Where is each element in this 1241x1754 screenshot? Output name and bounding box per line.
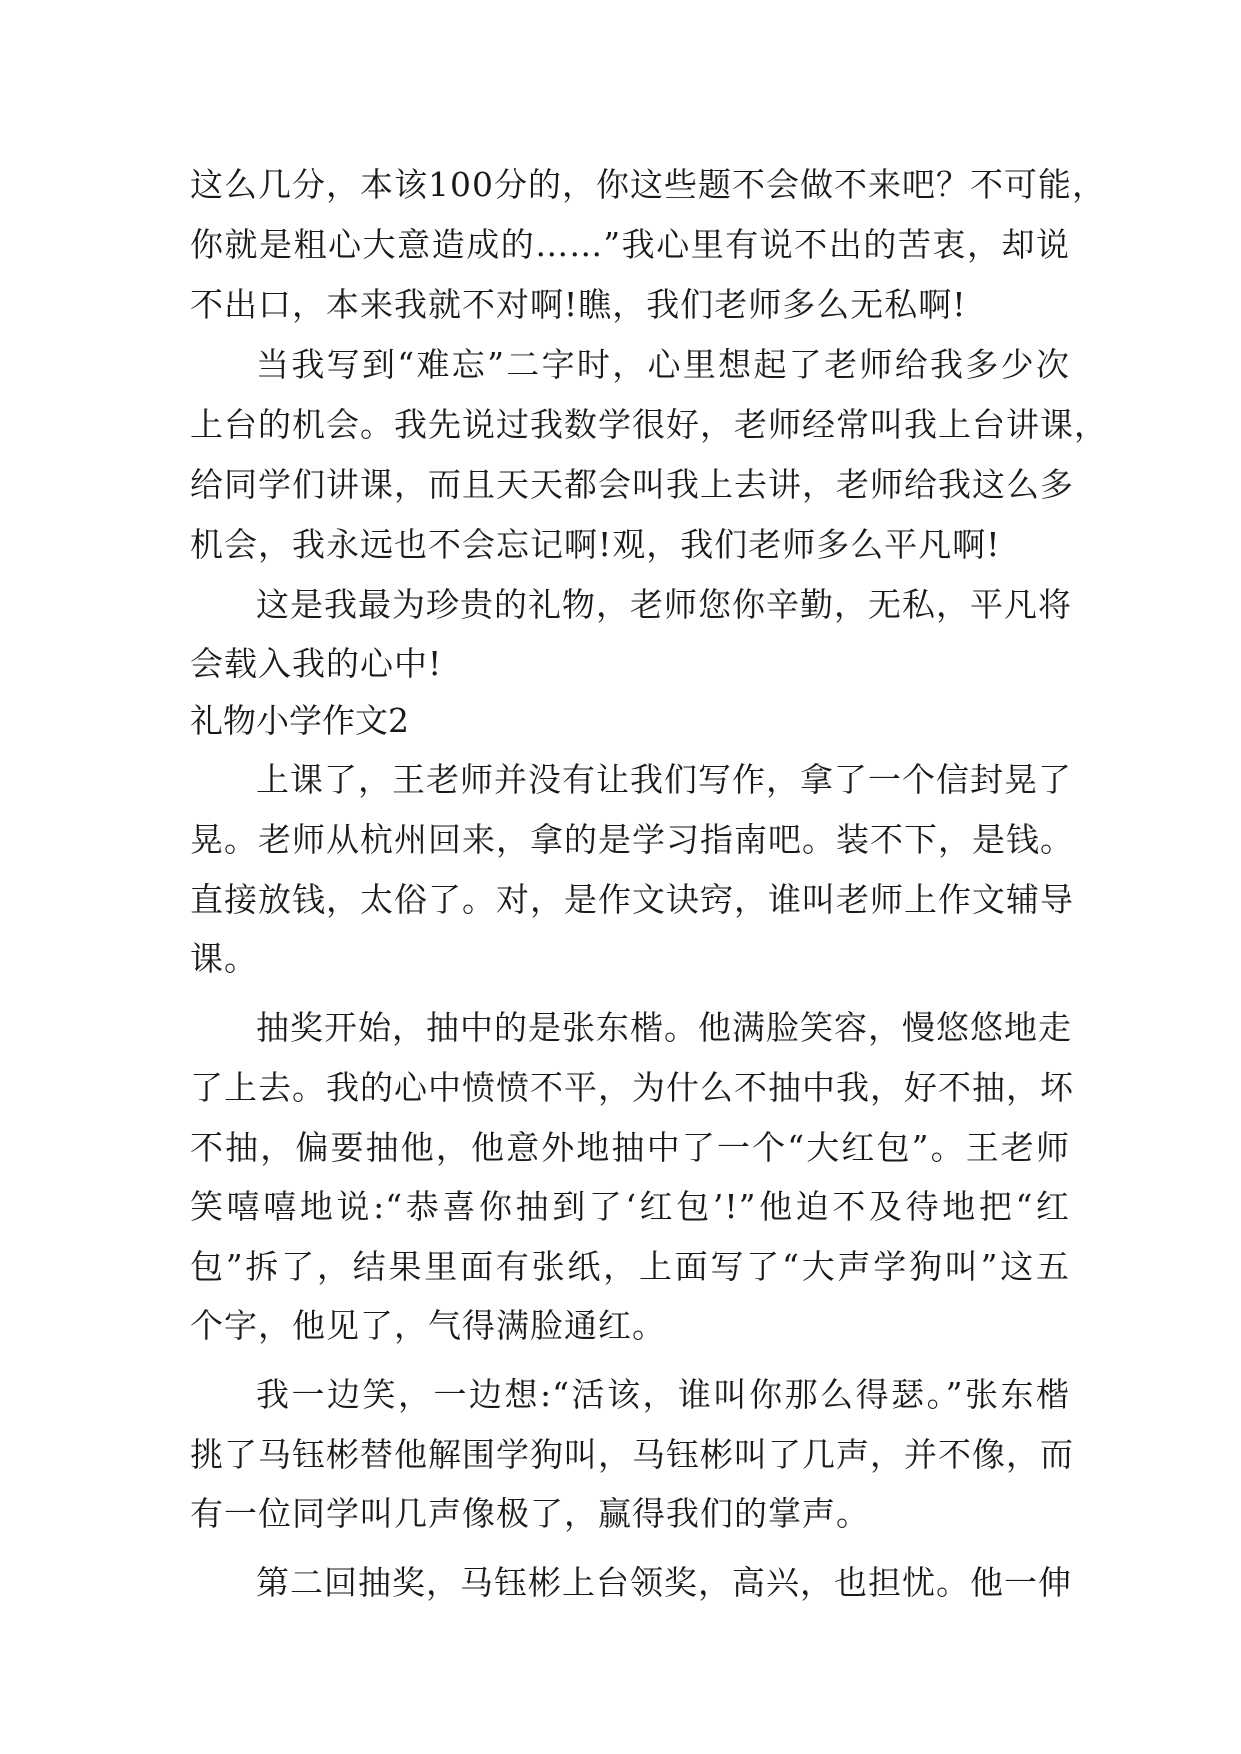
- paragraph-first-line: 当我写到“难忘”二字时，心里想起了老师给我多少次: [256, 345, 1070, 384]
- text-line: 会载入我的心中!: [190, 644, 443, 683]
- text-line: 包”拆了，结果里面有张纸，上面写了“大声学狗叫”这五: [190, 1247, 1070, 1286]
- paragraph-first-line: 这是我最为珍贵的礼物，老师您你辛勤，无私，平凡将: [256, 585, 1072, 624]
- text-line: 不抽，偏要抽他，他意外地抽中了一个“大红包”。王老师: [190, 1128, 1070, 1167]
- text-line: 课。: [190, 939, 258, 978]
- paragraph-first-line: 上课了，王老师并没有让我们写作，拿了一个信封晃了: [256, 760, 1072, 799]
- text-line: 上台的机会。我先说过我数学很好，老师经常叫我上台讲课，: [190, 405, 1108, 444]
- paragraph-first-line: 我一边笑，一边想:“活该，谁叫你那么得瑟。”张东楷: [256, 1375, 1070, 1414]
- paragraph-first-line: 抽奖开始，抽中的是张东楷。他满脸笑容，慢悠悠地走: [256, 1008, 1072, 1047]
- text-line: 这么几分，本该100分的，你这些题不会做不来吧？不可能，: [190, 165, 1106, 204]
- text-line: 你就是粗心大意造成的……”我心里有说不出的苦衷，却说: [190, 225, 1070, 264]
- paragraph-first-line: 第二回抽奖，马钰彬上台领奖，高兴，也担忧。他一伸: [256, 1563, 1072, 1602]
- text-line: 不出口，本来我就不对啊!瞧，我们老师多么无私啊!: [190, 285, 967, 324]
- section-heading: 礼物小学作文2: [190, 701, 409, 740]
- text-line: 挑了马钰彬替他解围学狗叫，马钰彬叫了几声，并不像，而: [190, 1435, 1074, 1474]
- text-line: 笑嘻嘻地说:“恭喜你抽到了‘红包’!”他迫不及待地把“红: [190, 1187, 1070, 1226]
- text-line: 晃。老师从杭州回来，拿的是学习指南吧。装不下，是钱。: [190, 820, 1074, 859]
- text-line: 直接放钱，太俗了。对，是作文诀窍，谁叫老师上作文辅导: [190, 880, 1074, 919]
- text-line: 个字，他见了，气得满脸通红。: [190, 1306, 666, 1345]
- text-line: 有一位同学叫几声像极了，赢得我们的掌声。: [190, 1494, 870, 1533]
- text-line: 机会，我永远也不会忘记啊!观，我们老师多么平凡啊!: [190, 525, 1001, 564]
- text-line: 给同学们讲课，而且天天都会叫我上去讲，老师给我这么多: [190, 465, 1074, 504]
- text-line: 了上去。我的心中愤愤不平，为什么不抽中我，好不抽，坏: [190, 1068, 1074, 1107]
